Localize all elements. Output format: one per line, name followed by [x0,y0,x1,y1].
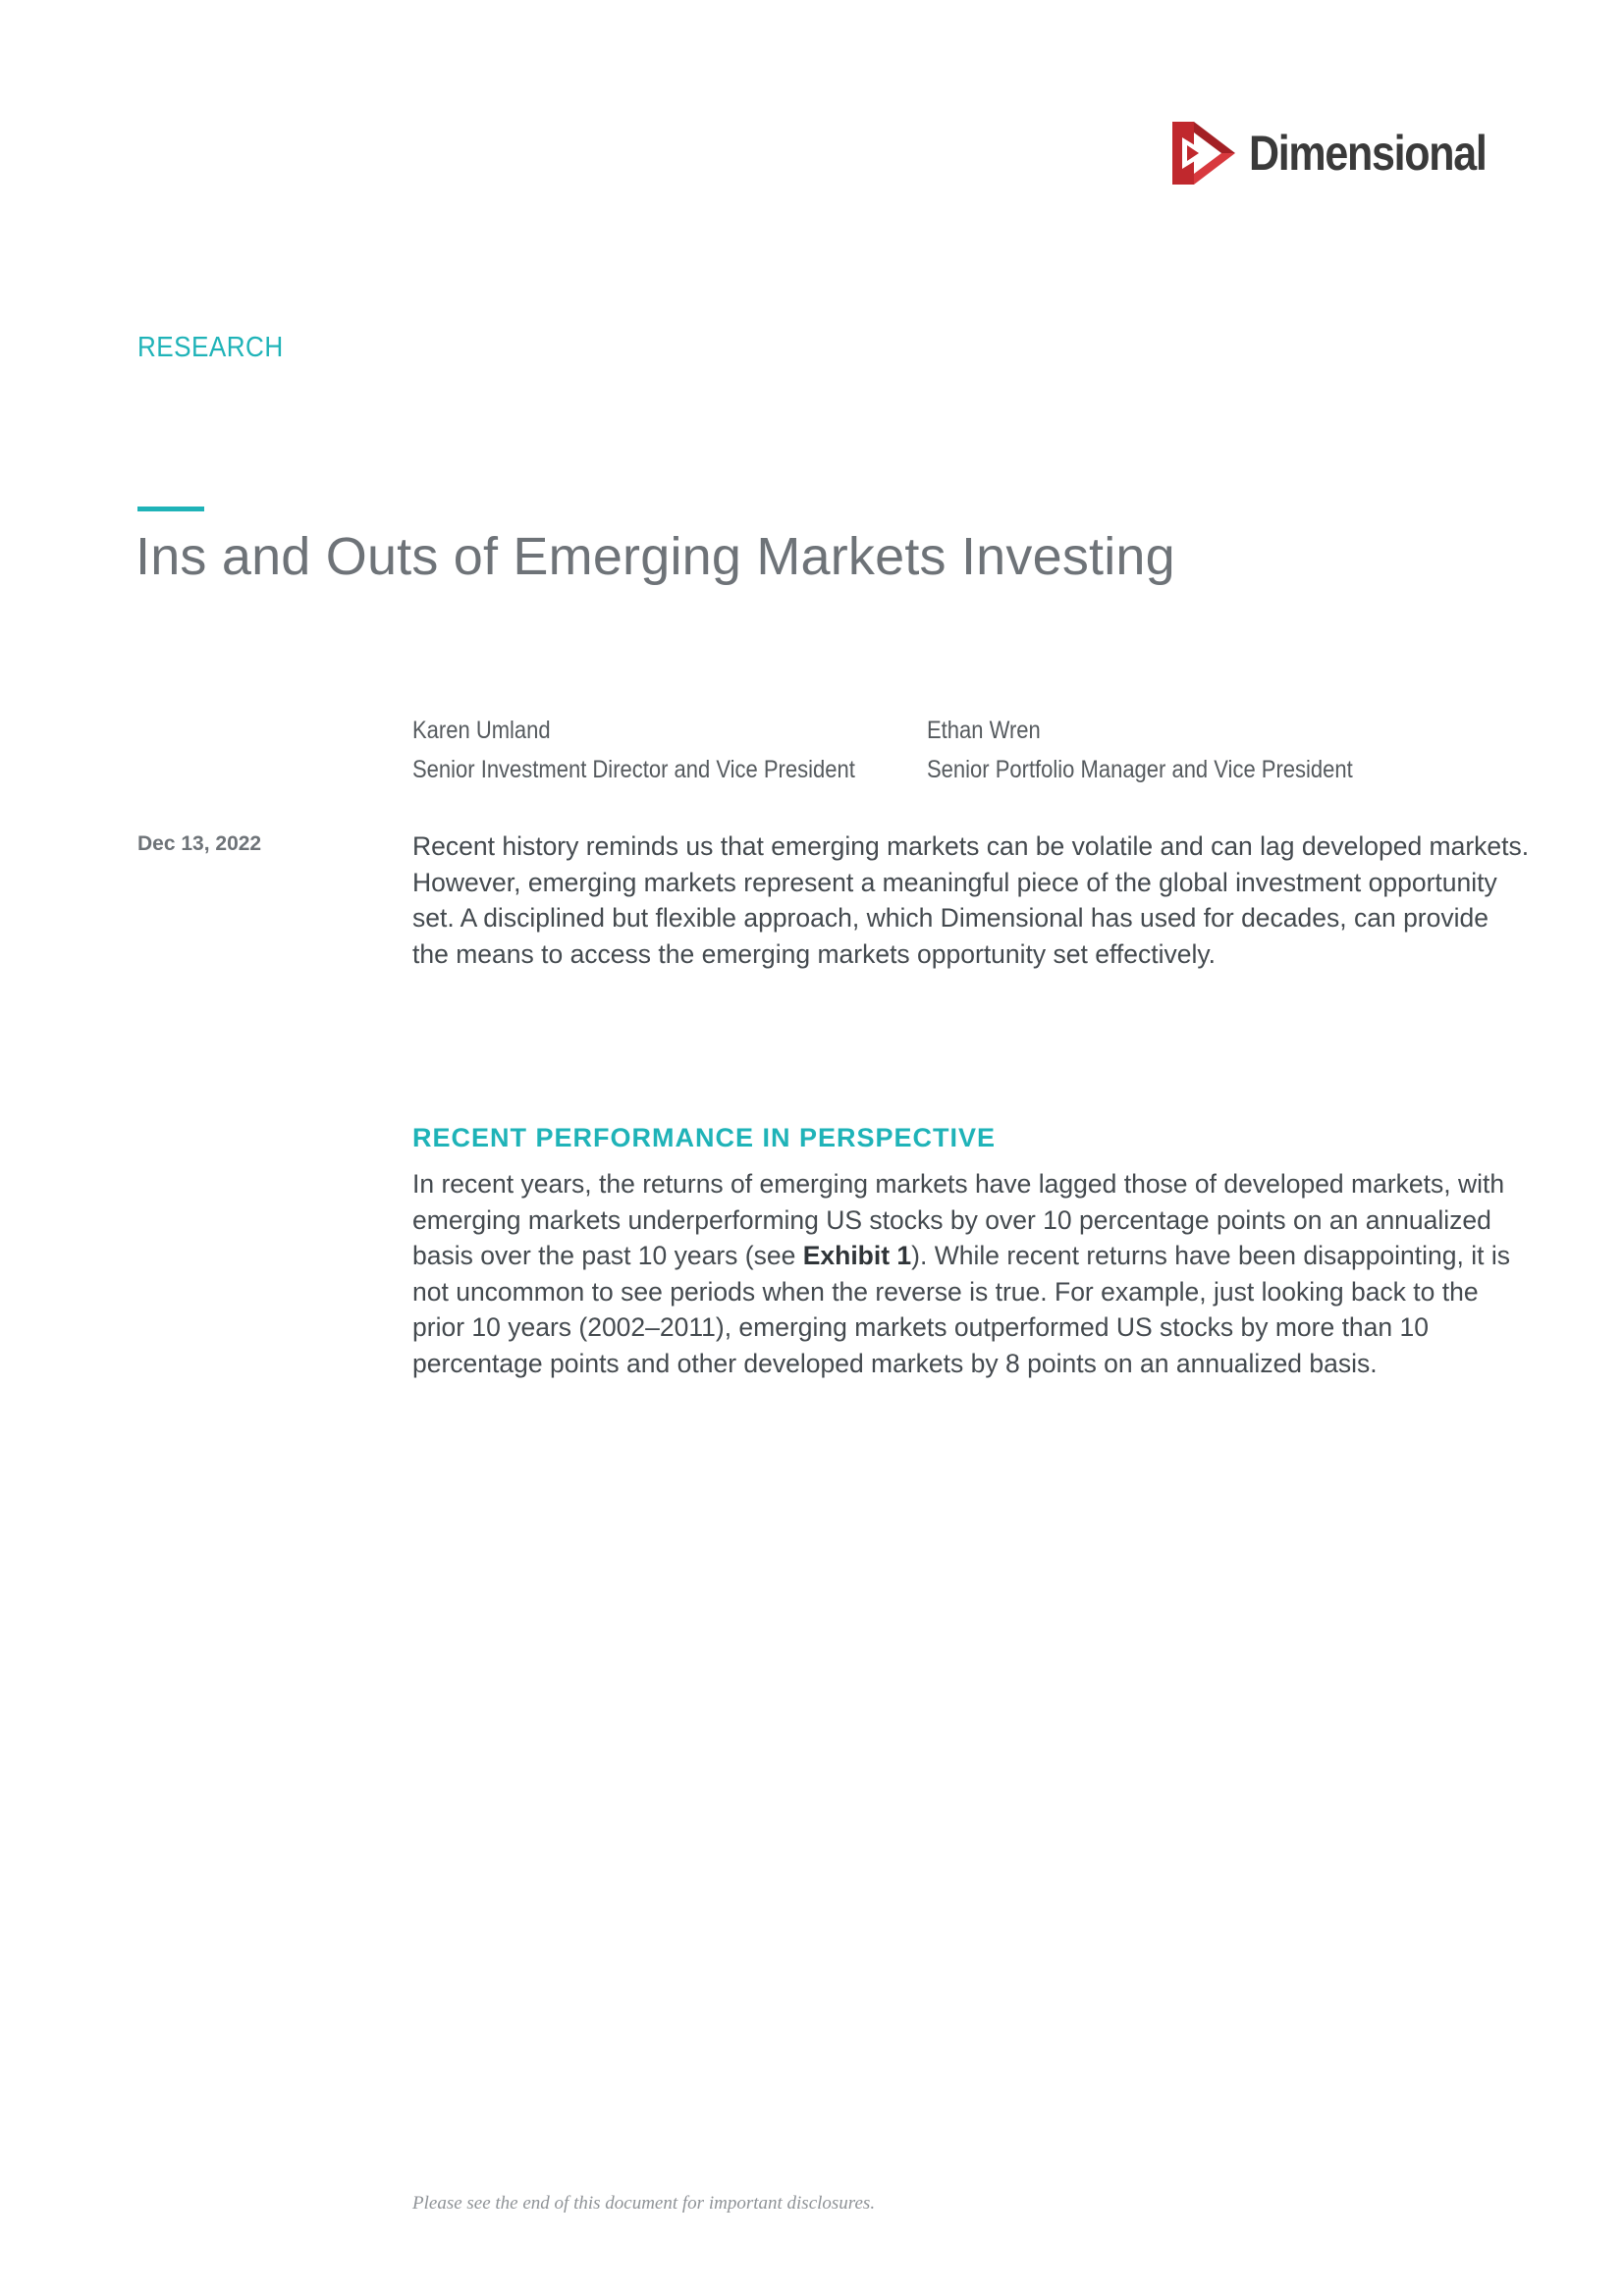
dimensional-logo-icon [1168,118,1239,188]
author-block [927,711,1411,789]
author-name: Karen Umland [412,717,551,744]
section-paragraph [412,1166,1532,1381]
exhibit-reference: Exhibit 1 [802,1241,912,1270]
author-name: Ethan Wren [927,717,1041,744]
publish-date: Dec 13, 2022 [137,832,262,855]
category-label: RESEARCH [137,332,284,363]
paragraph-text: ). While recent returns have been disappointing, it is not uncommon to see periods when the reverse is true. For example, just looking back to the prior 10 years (2002–2011), emerging markets outperformed US stocks by more than 10 percentage points and other developed markets by 8 points on an annualized basis. [412,1241,1510,1378]
footer-disclaimer: Please see the end of this document for important disclosures. [412,2193,876,2214]
brand-name: Dimensional [1249,126,1487,181]
author-block [412,711,915,789]
section-heading: RECENT PERFORMANCE IN PERSPECTIVE [412,1123,997,1152]
page-title: Ins and Outs of Emerging Markets Investing [135,527,1175,586]
author-role: Senior Portfolio Manager and Vice President [927,756,1353,783]
brand-logo [1168,118,1525,188]
intro-paragraph: Recent history reminds us that emerging markets can be volatile and can lag developed markets. However, emerging markets represent a meaningful piece of the global investment opportunity set. A disciplined but flexible approach, which Dimensional has used for decades, can provide the means to access the emerging markets opportunity set effectively. [412,831,1530,969]
paragraph-text: In recent years, the returns of emerging markets have lagged those of developed markets, with emerging markets underperforming US stocks by over 10 percentage points on an annualized basis over the past 10 years (see [412,1169,1505,1270]
title-accent-rule [137,507,204,511]
author-role: Senior Investment Director and Vice President [412,756,855,783]
